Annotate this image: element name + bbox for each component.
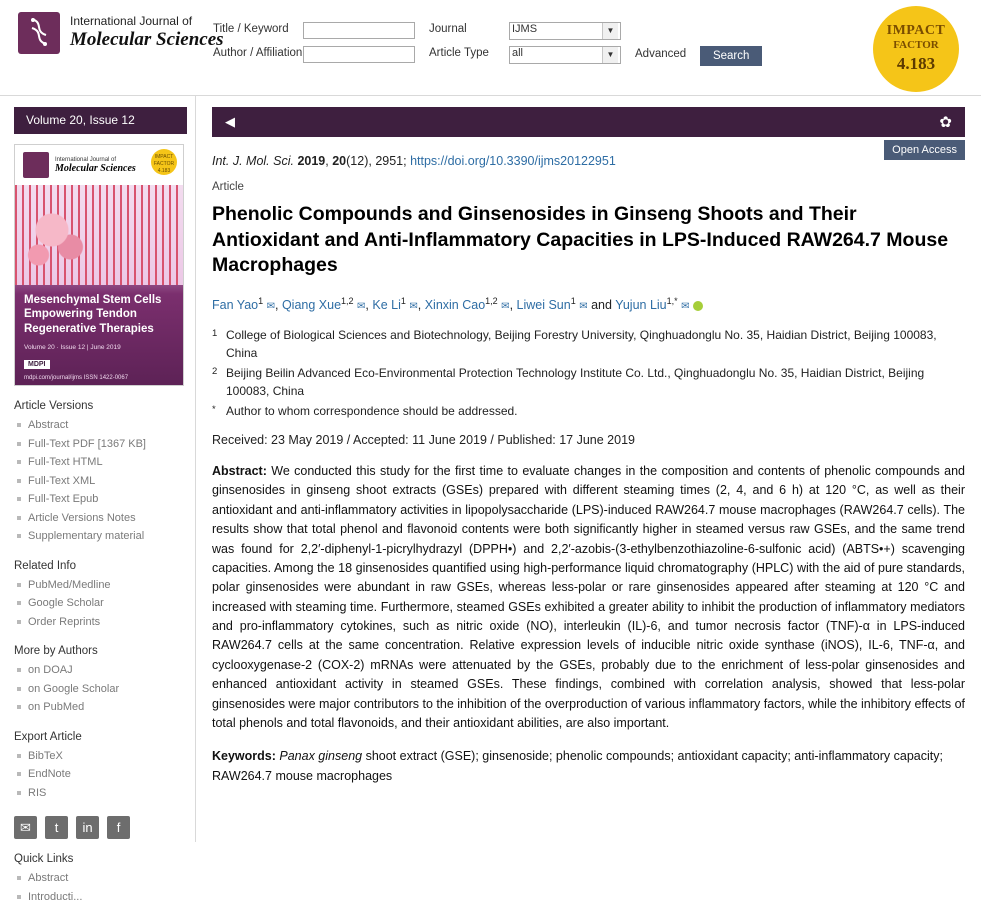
search-button[interactable]: Search — [700, 46, 762, 66]
author-affiliation-input[interactable] — [303, 46, 415, 63]
email-share-icon[interactable]: ✉ — [14, 816, 37, 839]
article-main — [196, 96, 981, 842]
sidebar-link-pubmed-medline[interactable]: PubMed/Medline — [14, 576, 181, 595]
twitter-share-icon[interactable]: t — [45, 816, 68, 839]
article-toolbar — [212, 107, 965, 137]
author-5[interactable] — [615, 298, 677, 312]
cover-badge-value: 4.183 — [151, 168, 177, 175]
gear-icon[interactable]: ✿ — [939, 113, 952, 131]
citation-article-number: 2951; — [375, 154, 406, 168]
facebook-share-icon[interactable]: f — [107, 816, 130, 839]
more-by-authors-section — [14, 645, 181, 717]
social-share-bar — [14, 816, 195, 839]
citation-year: 2019 — [297, 154, 325, 168]
export-article-title: Export Article — [14, 731, 181, 743]
author-3[interactable] — [425, 298, 498, 312]
impact-factor-line2: FACTOR — [873, 39, 959, 51]
journal-label: Journal — [429, 22, 509, 36]
author-4-name: Liwei Sun — [517, 298, 571, 312]
cover-header — [15, 145, 183, 185]
author-2-sup: 1 — [401, 296, 406, 306]
journal-name-line2: Molecular Sciences — [70, 29, 224, 51]
author-3-sup: 1,2 — [485, 296, 498, 306]
export-article-section — [14, 731, 181, 803]
author-3-email-icon[interactable]: ✉ — [501, 301, 509, 312]
author-0-sup: 1 — [258, 296, 263, 306]
citation-volume: 20 — [332, 154, 346, 168]
article-versions-section — [14, 400, 181, 546]
affiliation-2 — [212, 364, 965, 400]
cover-title: Mesenchymal Stem Cells Empowering Tendon Regenerative Therapies — [15, 285, 183, 336]
sidebar-link-on-pubmed[interactable]: on PubMed — [14, 698, 181, 717]
sidebar-link-abstract[interactable]: Abstract — [14, 416, 181, 435]
affiliation-1-marker: 1 — [212, 326, 226, 362]
cover-impact-badge — [151, 149, 177, 175]
open-access-badge[interactable]: Open Access — [884, 140, 965, 160]
author-3-name: Xinxin Cao — [425, 298, 485, 312]
author-4[interactable] — [517, 298, 576, 312]
cover-journal-line1: International Journal of — [55, 157, 136, 163]
author-affiliation-label — [213, 46, 303, 60]
sidebar-link-version-notes[interactable]: Article Versions Notes — [14, 509, 181, 528]
journal-select-value: IJMS — [512, 23, 537, 35]
author-1-sup: 1,2 — [341, 296, 354, 306]
citation-journal: Int. J. Mol. Sci. — [212, 154, 294, 168]
related-info-title: Related Info — [14, 560, 181, 572]
sidebar-link-ris[interactable]: RIS — [14, 784, 181, 803]
cover-artwork — [15, 185, 183, 285]
cover-badge-line1: IMPACT — [151, 154, 177, 161]
mdpi-logo-icon — [18, 12, 60, 54]
article-versions-title: Article Versions — [14, 400, 181, 412]
page-title: Phenolic Compounds and Ginsenosides in Ginseng Shoots and Their Antioxidant and Anti-Inflammatory Capacities in LPS-Induced RAW264.7 Mouse Macrophages — [212, 202, 965, 279]
keywords-label: Keywords: — [212, 749, 276, 763]
article-type-label: Article — [212, 181, 965, 193]
doi-link[interactable]: https://doi.org/10.3390/ijms20122951 — [410, 154, 616, 168]
chevron-down-icon[interactable]: ▼ — [602, 23, 618, 39]
impact-factor-value: 4.183 — [873, 54, 959, 74]
sidebar — [0, 96, 196, 842]
cover-badge-line2: FACTOR — [151, 161, 177, 168]
search-form — [213, 22, 762, 72]
related-info-section — [14, 560, 181, 632]
authors-conjunction: and — [591, 298, 612, 312]
article-type-select[interactable] — [509, 46, 621, 64]
sidebar-link-order-reprints[interactable]: Order Reprints — [14, 613, 181, 632]
impact-factor-badge — [873, 6, 959, 92]
sidebar-link-on-google-scholar[interactable]: on Google Scholar — [14, 680, 181, 699]
affiliation-2-text: Beijing Beilin Advanced Eco-Environmental Protection Technology Institute Co. Ltd., Qinghuadonglu No. 35, Haidian District, Beijing 100083, China — [226, 364, 965, 400]
sidebar-link-full-text-html[interactable]: Full-Text HTML — [14, 453, 181, 472]
more-by-authors-title: More by Authors — [14, 645, 181, 657]
chevron-down-icon-2[interactable]: ▼ — [602, 47, 618, 63]
abstract-text: We conducted this study for the first time to evaluate changes in the composition and contents of phenolic compounds and ginsenosides in ginseng shoot extracts (GSEs) prepared with different steaming times (2, 4, and 6 h) at 120 °C, as well as their antioxidant and anti-inflammatory activities in lipopolysaccharide (LPS)-induced RAW264.7 mouse macrophages (RAW264.7 cells). The results show that total phenol and flavonoid contents were both significantly higher in steamed versus raw GSEs, and the same trend was found for 2,2′-diphenyl-1-picrylhydrazyl (DPPH•) and 2,2′-azobis-(3-ethylbenzothiazoline-6-sulfonic acid) (ABTS•+) scavenging capacities. Among the 18 ginsenosides quantified using high-performance liquid chromatography (HPLC) with the aid of pure standards, polar ginsenosides were abundant in raw GSEs, whereas less-polar or rare ginsenosides appeared after steaming at 120 °C and increased with steaming time. Furthermore, steamed GSEs exhibited a greater ability to inhibit the production of inflammatory mediators and pro-inflammatory cytokines, such as nitric oxide (NO), interleukin (IL)-6, and tumor necrosis factor (TNF)-α in LPS-induced RAW264.7 cells at the same concentration. Relative expression levels of inducible nitric oxide synthase (iNOS), IL-6, TNF-α, and cyclooxygenase-2 (COX-2) mRNAs were attenuated by the GSEs, probably due to the enrichment of less-polar ginsenosides and enhanced antioxidant activity in steamed GSEs. These findings, combined with correlation analysis, showed that less-polar ginsenosides were major contributors to the inhibition of the overproduction of various inflammatory factors, while the inhibitory effects of total phenols and total flavonoids, and their antioxidant abilities, are also important. — [212, 464, 965, 730]
author-2-email-icon[interactable]: ✉ — [409, 301, 417, 312]
citation-line: Int. J. Mol. Sci. 2019, 20(12), 2951; https://doi.org/10.3390/ijms20122951 — [212, 154, 965, 168]
cover-volume-line: Volume 20 · Issue 12 | June 2019 — [15, 336, 183, 351]
cover-publisher-logo: MDPI — [24, 360, 50, 369]
affiliation-corresponding — [212, 402, 965, 420]
sidebar-link-supplementary[interactable]: Supplementary material — [14, 527, 181, 546]
author-affiliation-label-text: Author / Affiliation — [213, 47, 302, 59]
article-type-select-value: all — [512, 47, 523, 59]
publication-dates: Received: 23 May 2019 / Accepted: 11 June 2019 / Published: 17 June 2019 — [212, 433, 965, 447]
article-type-label: Article Type — [429, 46, 509, 60]
advanced-search-link[interactable]: Advanced — [635, 46, 686, 60]
sidebar-link-google-scholar[interactable]: Google Scholar — [14, 594, 181, 613]
abstract-label: Abstract: — [212, 464, 267, 478]
author-5-email-icon[interactable]: ✉ — [681, 301, 689, 312]
title-keyword-label: Title / Keyword — [213, 22, 303, 36]
cover-footer: mdpi.com/journal/ijms ISSN 1422-0067 — [15, 375, 183, 381]
linkedin-share-icon[interactable]: in — [76, 816, 99, 839]
author-4-sup: 1 — [571, 296, 576, 306]
orcid-icon[interactable] — [693, 301, 703, 311]
issue-cover-image[interactable] — [14, 144, 184, 386]
journal-select[interactable] — [509, 22, 621, 40]
author-0[interactable] — [212, 298, 263, 312]
author-list: Fan Yao$^1$ ✉, Qiang Xue$^{1,2}$ ✉, Ke Li$^1$ ✉, Xinxin Cao$^{1,2}$ ✉, Liwei Sun$^1$ ✉ and Yujun Liu$^{1,*}$ ✉ — [212, 295, 965, 315]
cover-journal-line2: Molecular Sciences — [55, 163, 136, 174]
quick-link-introduction[interactable]: Introducti... — [14, 888, 181, 906]
affiliations — [212, 326, 965, 420]
affiliation-corresponding-text: Author to whom correspondence should be addressed. — [226, 402, 965, 420]
back-arrow-icon[interactable]: ◀ — [225, 114, 235, 130]
cover-logo-icon — [23, 152, 49, 178]
affiliation-1 — [212, 326, 965, 362]
author-0-email-icon[interactable]: ✉ — [267, 301, 275, 312]
affiliation-corresponding-marker: * — [212, 402, 226, 420]
volume-issue-banner[interactable]: Volume 20, Issue 12 — [14, 107, 187, 134]
keywords-text: shoot extract (GSE); ginsenoside; phenolic compounds; antioxidant capacity; anti-inflammatory capacity; RAW264.7 mouse macrophages — [212, 749, 943, 782]
author-0-name: Fan Yao — [212, 298, 258, 312]
author-1-name: Qiang Xue — [282, 298, 341, 312]
author-1[interactable] — [282, 298, 354, 312]
sidebar-link-full-text-pdf[interactable]: Full-Text PDF [1367 KB] — [14, 435, 181, 454]
title-keyword-input[interactable] — [303, 22, 415, 39]
keywords-section — [212, 747, 965, 786]
author-4-email-icon[interactable]: ✉ — [579, 301, 587, 312]
author-5-sup: 1,* — [667, 296, 678, 306]
quick-links-section — [14, 853, 181, 906]
sidebar-link-on-doaj[interactable]: on DOAJ — [14, 661, 181, 680]
author-2[interactable] — [372, 298, 406, 312]
sidebar-link-full-text-epub[interactable]: Full-Text Epub — [14, 490, 181, 509]
citation-issue: (12) — [346, 154, 368, 168]
sidebar-link-bibtex[interactable]: BibTeX — [14, 747, 181, 766]
impact-factor-line1: IMPACT — [873, 23, 959, 39]
keywords-italic-term: Panax ginseng — [279, 749, 362, 763]
author-5-name: Yujun Liu — [615, 298, 666, 312]
journal-name-line1: International Journal of — [70, 15, 224, 28]
journal-logo[interactable] — [18, 12, 224, 54]
abstract-section — [212, 462, 965, 733]
quick-links-title: Quick Links — [14, 853, 181, 865]
sidebar-link-full-text-xml[interactable]: Full-Text XML — [14, 472, 181, 491]
author-1-email-icon[interactable]: ✉ — [357, 301, 365, 312]
affiliation-2-marker: 2 — [212, 364, 226, 400]
site-header — [0, 0, 981, 96]
affiliation-1-text: College of Biological Sciences and Biotechnology, Beijing Forestry University, Qinghuadonglu No. 35, Haidian District, Beijing 100083, China — [226, 326, 965, 362]
sidebar-link-endnote[interactable]: EndNote — [14, 765, 181, 784]
quick-link-abstract[interactable]: Abstract — [14, 869, 181, 888]
author-2-name: Ke Li — [372, 298, 401, 312]
